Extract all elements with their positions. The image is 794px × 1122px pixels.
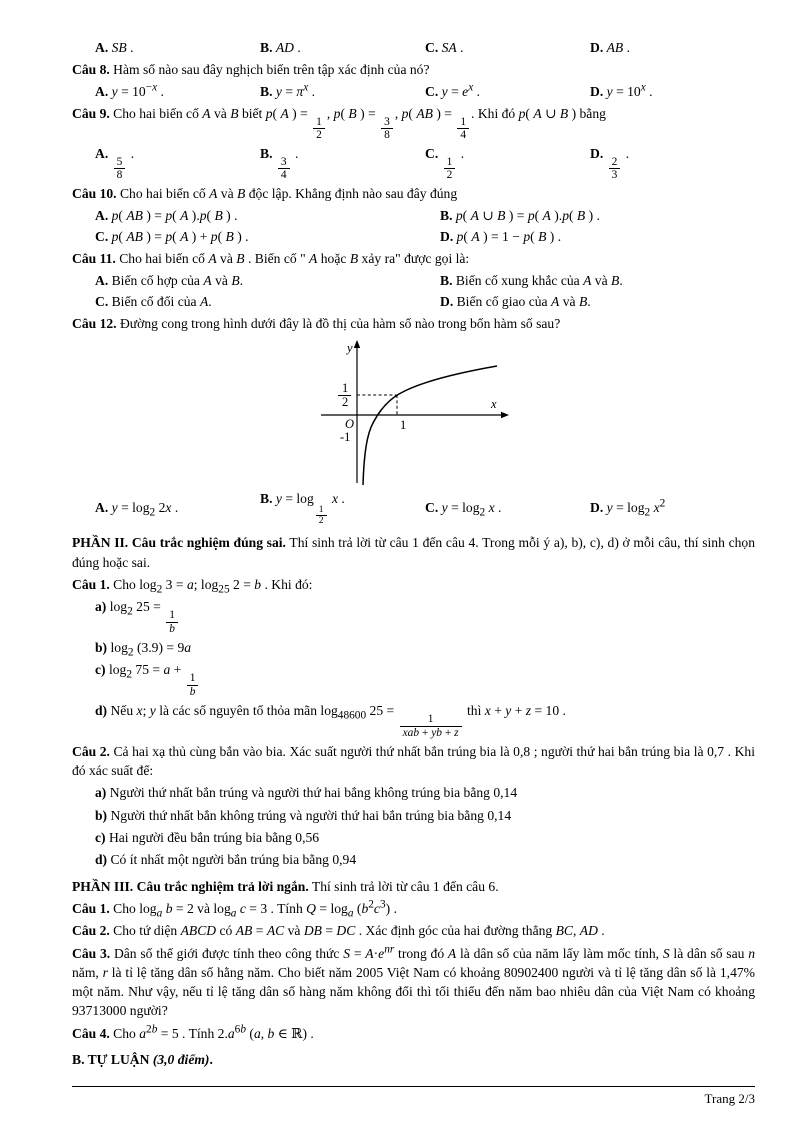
part2-q2-item-b: b) Người thứ nhất bắn không trúng và người thứ hai bắn trúng bia bằng 0,14 xyxy=(95,807,512,823)
q11-option-c: C. Biến cố đối của A. xyxy=(95,293,212,309)
q8-option-b: B. $y = \pi^x$ . xyxy=(260,81,316,99)
q12-option-d: D. $y = \log_2 x^2$ xyxy=(590,497,666,519)
graph-origin-label: O xyxy=(344,417,354,432)
part3-q3-text: Câu 3. Dân số thế giới được tính theo công thức $S = A\cdot e^{nr}$ trong đó A là dân số của năm lấy làm mốc tính, S là dân số sau n năm, r là tỉ lệ tăng dân số hằng năm. Cho biết năm 2005 Việt Nam có khoảng 80902400 người và tỉ lệ tăng dân số là 1,47% một năm. Như vậy, nếu tỉ lệ tăng dân số hàng năm không đổi thì tối thiểu đến năm bao nhiêu dân của Việt Nam có khoảng 93713000 người? xyxy=(72,942,756,1019)
q9-option-c: C. $\frac{1}{2}$ . xyxy=(425,145,465,182)
q9-options-row xyxy=(72,144,755,182)
part2-heading: PHẦN II. Câu trắc nghiệm đúng sai. Thí sinh trả lời từ câu 1 đến câu 4. Trong mỗi ý a), b), c), d) ở mỗi câu, thí sinh chọn đúng hoặc sai. xyxy=(72,535,755,570)
q7-option-d: D. AB . xyxy=(590,40,631,55)
q12-text: Câu 12. Đường cong trong hình dưới đây là đồ thị của hàm số nào trong bốn hàm số sau? xyxy=(72,316,561,332)
part2-q2-text: Câu 2. Cả hai xạ thủ cùng bắn vào bia. Xác suất người thứ nhất bắn trúng bia là 0,8 ; người thứ hai bắn trúng bia là 0,7 . Khi đó xác suất để: xyxy=(72,743,755,779)
q11-text: Câu 11. Cho hai biến cố A và B . Biến cố " A hoặc B xảy ra" được gọi là: xyxy=(72,251,470,267)
part2-q1-item-d: d) Nếu x; y là các số nguyên tố thỏa mãn $\log_{48600} 25$ = $\frac{1}{\text{xab + yb + z}}$ thì x + y + z = 10 . xyxy=(95,703,566,739)
q7-option-c: C. SA . xyxy=(425,40,464,55)
q12-figure xyxy=(72,337,755,487)
part2-q1-item-b: b) $\log_2 (3.9) = 9a$ xyxy=(95,640,192,659)
q9-option-d: D. $\frac{2}{3}$ . xyxy=(590,145,630,182)
q8-options-row xyxy=(72,82,755,101)
q7-options-row xyxy=(72,38,755,57)
log-curve-graph xyxy=(307,337,521,487)
q12-option-a: A. $y = \log_2 2x$ . xyxy=(95,500,179,519)
q11-options-row-1 xyxy=(72,271,755,290)
q10-options-row-1 xyxy=(72,206,755,225)
graph-x-tick-1: 1 xyxy=(399,418,406,433)
q10-text: Câu 10. Cho hai biến cố A và B độc lập. Khẳng định nào sau đây đúng xyxy=(72,186,458,202)
q10-options-row-2 xyxy=(72,227,755,246)
q10-option-d: D. p( A ) = 1 − p( B ) . xyxy=(440,228,562,244)
q9-option-b: B. $\frac{3}{4}$ . xyxy=(260,145,299,182)
part3-q1-text: Câu 1. Cho $\log_a b = 2$ và $\log_a c = 3$ . Tính $Q = \log_a (b^2c^3)$ . xyxy=(72,898,397,920)
part2-q1-item-a: a) $\log_2 25$ = $\frac{1}{b}$ xyxy=(72,597,755,635)
q7-option-b: B. AD . xyxy=(260,40,301,55)
part2-q2-item-a: a) Người thứ nhất bắn trúng và người thứ hai bắng không trúng bia bằng 0,14 xyxy=(95,785,518,801)
graph-y-tick-neg1: -1 xyxy=(339,430,350,445)
part3-heading: PHẦN III. Câu trắc nghiệm trả lời ngắn. Thí sinh trả lời từ câu 1 đến câu 6. xyxy=(72,878,499,894)
part3-q2-text: Câu 2. Cho tứ diện ABCD có AB = AC và DB = DC . Xác định góc của hai đường thẳng BC, AD . xyxy=(72,923,605,939)
q12-options-row xyxy=(72,489,755,526)
part2-q1-text: Câu 1. Cho $\log_2 3 = a$; $\log_{25} 2 = b$ . Khi đó: xyxy=(72,577,313,596)
graph-y-axis-label: y xyxy=(346,341,353,356)
section-b-heading: B. TỰ LUẬN (3,0 điểm). xyxy=(72,1051,213,1067)
q10-option-a: A. p( AB ) = p( A ).p( B ) . xyxy=(95,207,238,223)
q11-option-d: D. Biến cố giao của A và B. xyxy=(440,293,591,309)
q12-option-c: C. $y = \log_2 x$ . xyxy=(425,500,502,519)
q8-option-d: D. $y = 10^x$ . xyxy=(590,81,653,99)
q12-option-b: B. y = log $_{\frac{1}{2}}$ x . xyxy=(260,491,345,527)
graph-x-axis-label: x xyxy=(490,397,497,412)
q11-options-row-2 xyxy=(72,292,755,311)
graph-y-half-numerator: 1 xyxy=(341,381,348,396)
q10-option-c: C. p( AB ) = p( A ) + p( B ) . xyxy=(95,228,249,244)
q10-option-b: B. p( A ∪ B ) = p( A ).p( B ) . xyxy=(440,207,600,223)
q8-text: Câu 8. Hàm số nào sau đây nghịch biến trên tập xác định của nó? xyxy=(72,62,430,78)
part2-q1-item-c: c) $\log_2 75 = a$ + $\frac{1}{b}$ xyxy=(72,660,755,698)
page-number-label: Trang 2/3 xyxy=(704,1090,755,1106)
q11-option-b: B. Biến cố xung khắc của A và B. xyxy=(440,272,623,288)
q9-text: Câu 9. Cho hai biến cố A và B biết p( A ) = $\frac{1}{2}$ , p( B ) = $\frac{3}{8}$ , p( AB ) = $\frac{1}{4}$ . Khi đó p( A ∪ B ) bằng xyxy=(72,105,606,142)
q8-option-a: A. $y = 10^{-x}$ . xyxy=(95,81,164,99)
graph-y-half-denominator: 2 xyxy=(341,395,348,410)
q9-option-a: A. $\frac{5}{8}$ . xyxy=(95,145,135,182)
q11-option-a: A. Biến cố hợp của A và B. xyxy=(95,272,244,288)
part2-q2-item-c: c) Hai người đều bắn trúng bia bằng 0,56 xyxy=(95,830,320,846)
part2-q2-item-d: d) Có ít nhất một người bắn trúng bia bằng 0,94 xyxy=(95,852,357,868)
page-footer xyxy=(72,1086,755,1108)
q7-option-a: A. SB . xyxy=(95,40,134,55)
part3-q4-text: Câu 4. Cho $a^{2b} = 5$ . Tính $2.a^{6b}$ (a, b ∈ ℝ) . xyxy=(72,1023,314,1041)
q8-option-c: C. $y = e^x$ . xyxy=(425,81,481,99)
